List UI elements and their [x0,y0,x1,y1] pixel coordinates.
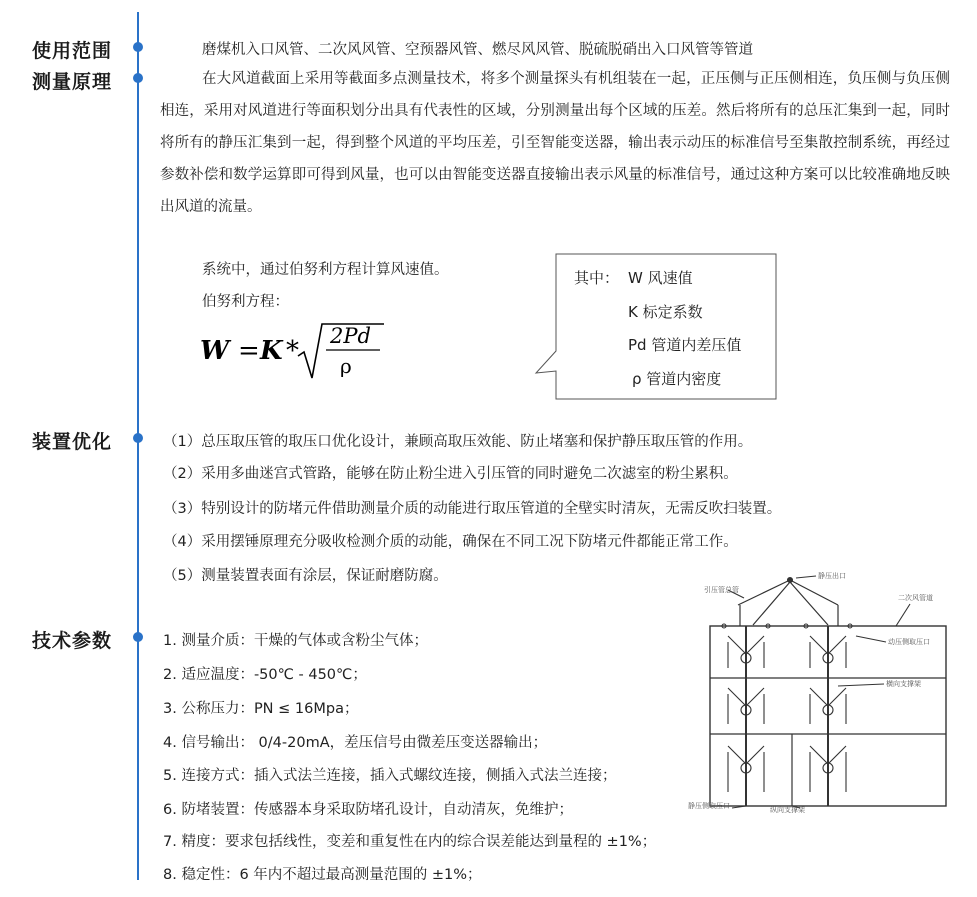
spec-item: 7. 精度：要求包括线性，变差和重复性在内的综合误差能达到量程的 ±1%； [163,834,657,850]
timeline-line [137,12,139,880]
label-cross-support: 横向支撑架 [886,680,921,688]
timeline-dot-specs [133,632,143,642]
formula-numerator: 2Pd [330,324,371,348]
formula-multiply: * [286,336,299,366]
legend-item: ρ 管道内密度 [632,370,722,388]
legend-item: Pd 管道内差压值 [628,336,742,354]
legend-item: W 风速值 [628,269,693,287]
optimization-heading: 装置优化 [32,431,113,453]
formula-equals: = [238,336,260,366]
spec-item: 3. 公称压力：PN ≤ 16Mpa； [163,701,359,717]
usage-text: 磨煤机入口风管、二次风风管、空预器风管、燃尽风风管、脱硫脱硝出入口风管等管道 [202,42,753,58]
label-static-out: 静压出口 [818,572,846,580]
spec-item: 2. 适应温度：-50℃ - 450℃； [163,667,367,683]
label-static-port: 静压侧取压口 [688,802,730,810]
principle-heading: 测量原理 [32,71,113,93]
spec-item: 6. 防堵装置：传感器本身采取防堵孔设计，自动清灰，免维护； [163,802,573,818]
optimization-item: （1）总压取压管的取压口优化设计，兼顾高取压效能、防止堵塞和保护静压取压管的作用。 [163,434,753,450]
optimization-item: （3）特别设计的防堵元件借助测量介质的动能进行取压管道的全壁实时清灰，无需反吹扫装置。 [163,501,782,517]
legend-prefix: 其中： [574,269,620,287]
spec-item: 1. 测量介质：干燥的气体或含粉尘气体； [163,633,428,649]
label-vertical-support: 纵向支撑架 [770,806,805,814]
spec-item: 5. 连接方式：插入式法兰连接，插入式螺纹连接，侧插入式法兰连接； [163,768,617,784]
timeline-dot-usage [133,42,143,52]
optimization-item: （4）采用摆锤原理充分吸收检测介质的动能，确保在不同工况下防堵元件都能正常工作。 [163,534,738,550]
spec-item: 4. 信号输出： 0/4-20mA，差压信号由微差压变送器输出； [163,735,548,751]
formula-denominator: ρ [340,354,352,378]
specs-heading: 技术参数 [32,630,113,652]
sensor-grid-diagram [688,570,963,815]
usage-heading: 使用范围 [32,40,113,62]
timeline-dot-principle [133,73,143,83]
legend-item: K 标定系数 [628,303,703,321]
optimization-item: （5）测量装置表面有涂层，保证耐磨防腐。 [163,568,448,584]
principle-paragraph: 在大风道截面上采用等截面多点测量技术，将多个测量探头有机组装在一起，正压侧与正压侧相连，负压侧与负压侧相连，采用对风道进行等面积划分出具有代表性的区域，分别测量出每个区域的压差。然后将所有的总压汇集到一起，同时将所有的静压汇集到一起，得到整个风道的平均压差，引至智能变送器，输出表示动压的标准信号至集散控制系统，再经过参数补偿和数学运算即可得到风量，也可以由智能变送器直接输出表示风量的标准信号，通过这种方案可以比较准确地反映出风道的流量。 [160,71,950,215]
formula-lhs: W [200,336,230,366]
label-dynamic-port: 动压侧取压口 [888,638,930,646]
system-line: 系统中，通过伯努利方程计算风速值。 [202,262,449,278]
label-lead-pipe: 引压管总管 [704,586,739,594]
optimization-item: （2）采用多曲迷宫式管路，能够在防止粉尘进入引压管的同时避免二次滤室的粉尘累积。 [163,466,738,482]
label-duct: 二次风管道 [898,594,933,602]
equation-label: 伯努利方程： [202,294,289,310]
timeline-dot-optimization [133,433,143,443]
spec-item: 8. 稳定性：6 年内不超过最高测量范围的 ±1%； [163,867,482,883]
formula-k: K [260,336,283,366]
